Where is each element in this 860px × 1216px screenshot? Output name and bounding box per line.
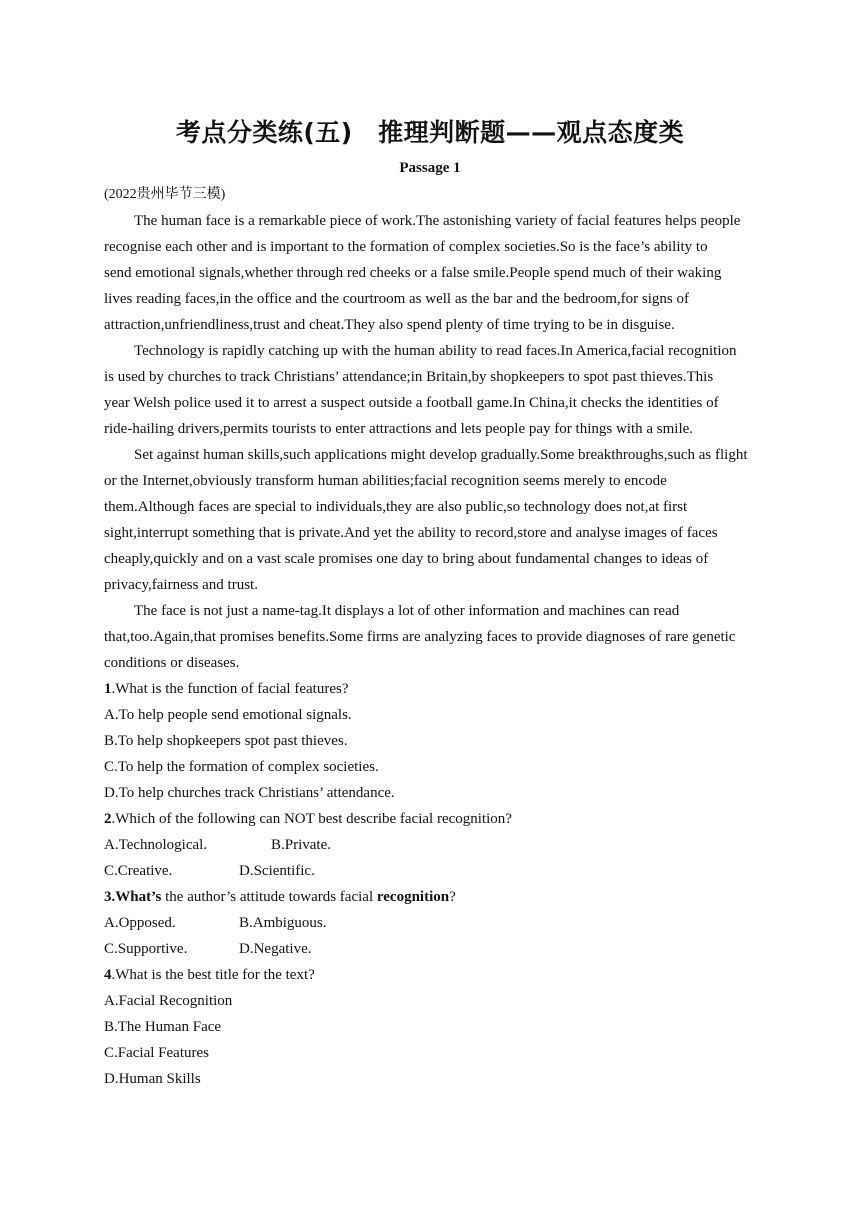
question-text: the author’s attitude towards facial: [161, 889, 377, 905]
answer-option: D.To help churches track Christians’ attendance.: [104, 785, 395, 801]
document-body: [104, 182, 764, 1092]
paragraph-line: them.Although faces are special to individuals,they are also public,so technology does not,at first: [104, 499, 688, 515]
paragraph-line: year Welsh police used it to arrest a suspect outside a football game.In China,it checks the identities of: [104, 395, 719, 411]
paragraph-line: or the Internet,obviously transform human abilities;facial recognition seems merely to encode: [104, 473, 667, 489]
answer-option: A.Opposed.: [104, 915, 176, 931]
question-stem: [104, 884, 764, 910]
answer-option: D.Human Skills: [104, 1071, 201, 1087]
paragraph-line: lives reading faces,in the office and the courtroom as well as the bar and the bedroom,for signs of: [104, 291, 689, 307]
paragraph-2: [104, 338, 764, 442]
paragraph-line: sight,interrupt something that is private.And yet the ability to record,store and analyse images of faces: [104, 525, 718, 541]
question-text: .What is the best title for the text?: [111, 967, 315, 983]
question-stem: [104, 806, 764, 832]
paragraph-4: [104, 598, 764, 676]
question-number: 3: [104, 889, 112, 905]
answer-option: B.To help shopkeepers spot past thieves.: [104, 733, 348, 749]
paragraph-line: send emotional signals,whether through red cheeks or a false smile.People spend much of their waking: [104, 265, 722, 281]
answer-option: B.The Human Face: [104, 1019, 222, 1035]
answer-option: C.Facial Features: [104, 1045, 209, 1061]
option-row: [104, 832, 764, 858]
answer-option: D.Negative.: [239, 941, 312, 957]
question-1: [104, 676, 764, 806]
answer-option: A.Facial Recognition: [104, 993, 233, 1009]
option-row: [104, 910, 764, 936]
question-text-bold: .What’s: [111, 889, 162, 905]
paragraph-line: recognise each other and is important to the formation of complex societies.So is the face’s ability to: [104, 239, 708, 255]
answer-option: C.Supportive.: [104, 941, 188, 957]
paragraph-line: attraction,unfriendliness,trust and cheat.They also spend plenty of time trying to be in disguise.: [104, 317, 675, 333]
question-stem: [104, 962, 764, 988]
paragraph-line: conditions or diseases.: [104, 655, 240, 671]
paragraph-line: is used by churches to track Christians’ attendance;in Britain,by shopkeepers to spot past thieves.This: [104, 369, 714, 385]
paragraph-line: privacy,fairness and trust.: [104, 577, 258, 593]
paragraph-3: [104, 442, 764, 598]
question-number: 1: [104, 681, 112, 697]
question-number: 2: [104, 811, 112, 827]
answer-option: B.Private.: [271, 837, 331, 853]
answer-option: C.Creative.: [104, 863, 173, 879]
question-4: [104, 962, 764, 1092]
paragraph-line: Technology is rapidly catching up with the human ability to read faces.In America,facial recognition: [134, 343, 737, 359]
answer-option: B.Ambiguous.: [239, 915, 327, 931]
paragraph-line: Set against human skills,such applications might develop gradually.Some breakthroughs,such as flight: [134, 447, 748, 463]
paragraph-1: [104, 208, 764, 338]
question-text-bold: recognition: [376, 889, 450, 905]
question-text: .What is the function of facial features?: [111, 681, 349, 697]
paragraph-line: cheaply,quickly and on a vast scale promises one day to bring about fundamental changes to ideas of: [104, 551, 709, 567]
question-text: .Which of the following can NOT best describe facial recognition?: [111, 811, 512, 827]
option-row: [104, 936, 764, 962]
answer-option: C.To help the formation of complex societies.: [104, 759, 379, 775]
page-title: 考点分类练(五) 推理判断题——观点态度类: [175, 118, 685, 147]
paragraph-line: ride-hailing drivers,permits tourists to enter attractions and lets people pay for things with a smile.: [104, 421, 694, 437]
question-text: ?: [449, 889, 456, 905]
question-stem: [104, 676, 764, 702]
option-row: [104, 858, 764, 884]
answer-option: A.Technological.: [104, 837, 208, 853]
paragraph-line: The face is not just a name-tag.It displays a lot of other information and machines can read: [134, 603, 680, 619]
question-2: [104, 806, 764, 884]
source-note: (2022贵州毕节三模): [104, 187, 226, 202]
paragraph-line: The human face is a remarkable piece of work.The astonishing variety of facial features helps people: [134, 213, 741, 229]
answer-option: A.To help people send emotional signals.: [104, 707, 352, 723]
question-number: 4: [104, 967, 112, 983]
question-3: [104, 884, 764, 962]
answer-option: D.Scientific.: [239, 863, 315, 879]
paragraph-line: that,too.Again,that promises benefits.Some firms are analyzing faces to provide diagnoses of rare genetic: [104, 629, 736, 645]
passage-label: Passage 1: [399, 160, 461, 176]
